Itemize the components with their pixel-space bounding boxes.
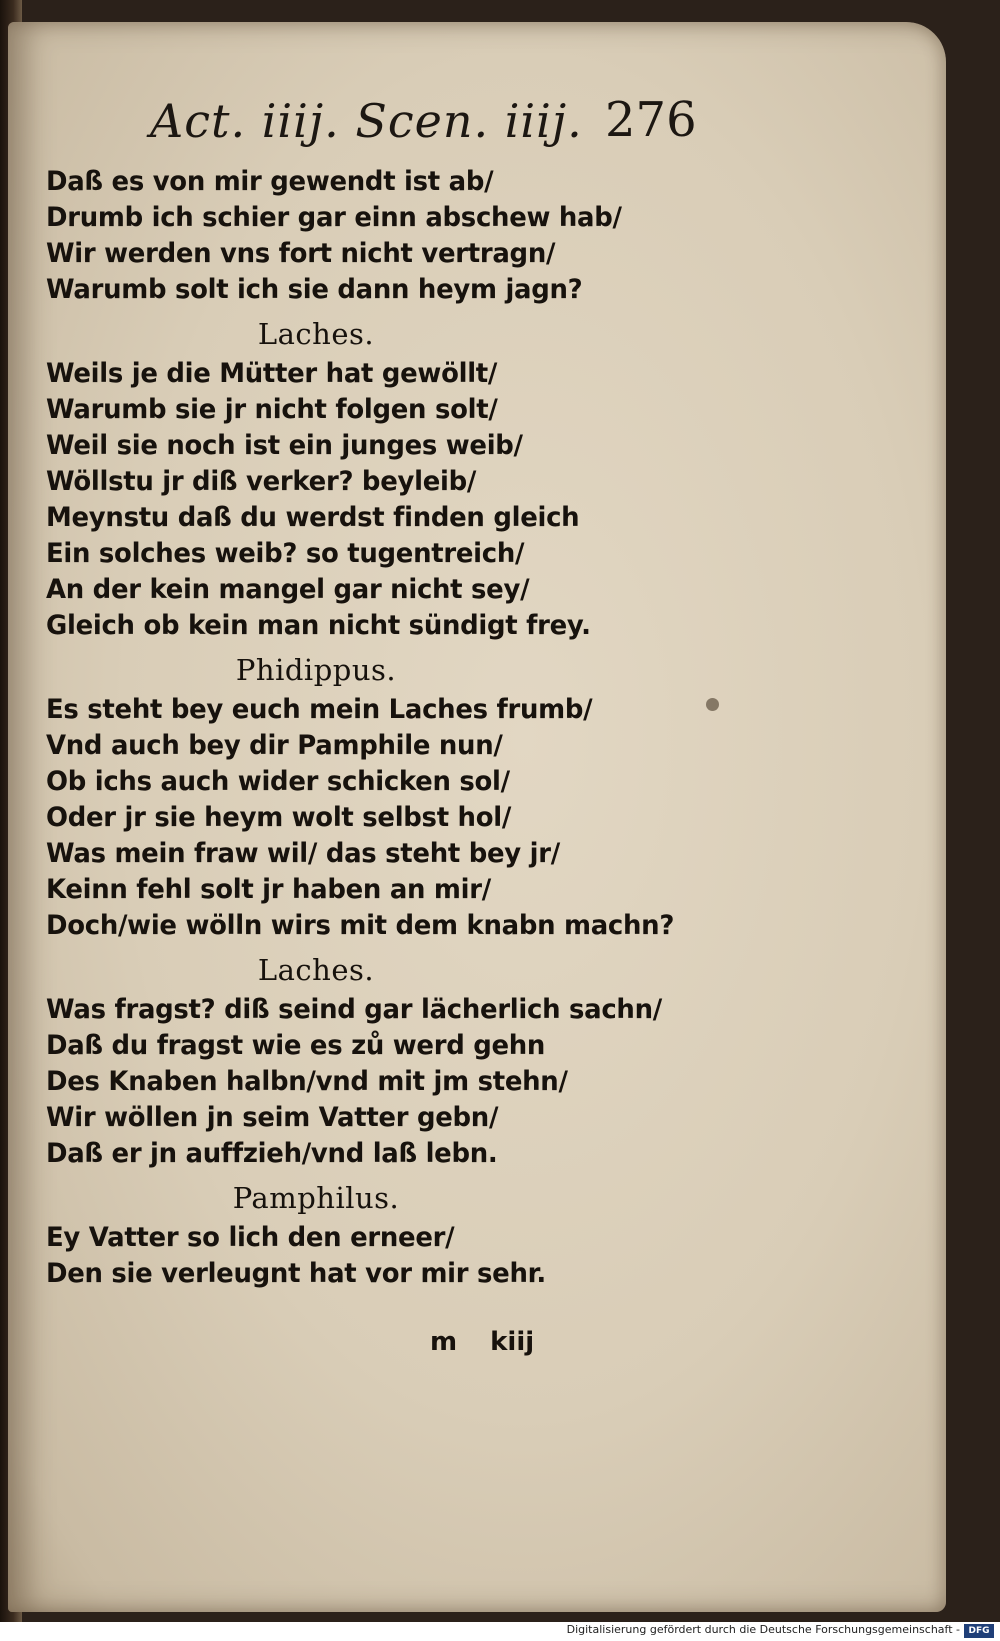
- verse-line: Es steht bey euch mein Laches frumb/: [46, 694, 593, 725]
- running-head: Act. iiij. Scen. iiij.: [150, 94, 583, 148]
- speaker-heading: Laches.: [257, 317, 375, 351]
- speaker-heading: Phidippus.: [235, 653, 397, 687]
- verse-line: Warumb solt ich sie dann heym jagn?: [46, 274, 583, 305]
- verse-line: Wir werden vns fort nicht vertragn/: [46, 238, 556, 269]
- page-header: [150, 88, 710, 158]
- verse-line: Was mein fraw wil/ das steht bey jr/: [46, 838, 560, 869]
- verse-line: Den sie verleugnt hat vor mir sehr.: [46, 1258, 546, 1289]
- verse-line: Was fragst? diß seind gar lächerlich sachn/: [46, 994, 662, 1025]
- verse-line: Ey Vatter so lich den erneer/: [46, 1222, 455, 1253]
- verse-line: Wir wöllen jn seim Vatter gebn/: [46, 1102, 499, 1133]
- verse-line: Daß es von mir gewendt ist ab/: [46, 166, 494, 197]
- verse-line: Ob ichs auch wider schicken sol/: [46, 766, 510, 797]
- signature-mark: m kiij: [430, 1327, 535, 1357]
- dfg-logo: DFG: [964, 1624, 994, 1638]
- digitization-footer: [0, 1622, 1000, 1641]
- speaker-heading: Pamphilus.: [232, 1181, 400, 1215]
- verse-line: Gleich ob kein man nicht sündigt frey.: [46, 610, 591, 641]
- ink-spot: [706, 698, 719, 711]
- verse-line: Des Knaben halbn/vnd mit jm stehn/: [46, 1066, 568, 1097]
- verse-line: Wöllstu jr diß verker? beyleib/: [46, 466, 477, 497]
- verse-line: Drumb ich schier gar einn abschew hab/: [46, 202, 622, 233]
- page-number: 276: [605, 92, 697, 148]
- verse-line: Weil sie noch ist ein junges weib/: [46, 430, 523, 461]
- verse-line: An der kein mangel gar nicht sey/: [46, 574, 530, 605]
- verse-line: Weils je die Mütter hat gewöllt/: [46, 358, 498, 389]
- verse-line: Keinn fehl solt jr haben an mir/: [46, 874, 491, 905]
- verse-line: Doch/wie wölln wirs mit dem knabn machn?: [46, 910, 675, 941]
- verse-line: Oder jr sie heym wolt selbst hol/: [46, 802, 511, 833]
- funding-credit: Digitalisierung gefördert durch die Deutsche Forschungsgemeinschaft -: [566, 1623, 960, 1636]
- verse-line: Daß er jn auffzieh/vnd laß lebn.: [46, 1138, 498, 1169]
- play-text: [46, 164, 686, 1292]
- speaker-heading: Laches.: [257, 953, 375, 987]
- verse-line: Warumb sie jr nicht folgen solt/: [46, 394, 498, 425]
- verse-line: Daß du fragst wie es zů werd gehn: [46, 1030, 546, 1061]
- verse-line: Ein solches weib? so tugentreich/: [46, 538, 525, 569]
- verse-line: Meynstu daß du werdst finden gleich: [46, 502, 580, 533]
- verse-line: Vnd auch bey dir Pamphile nun/: [46, 730, 503, 761]
